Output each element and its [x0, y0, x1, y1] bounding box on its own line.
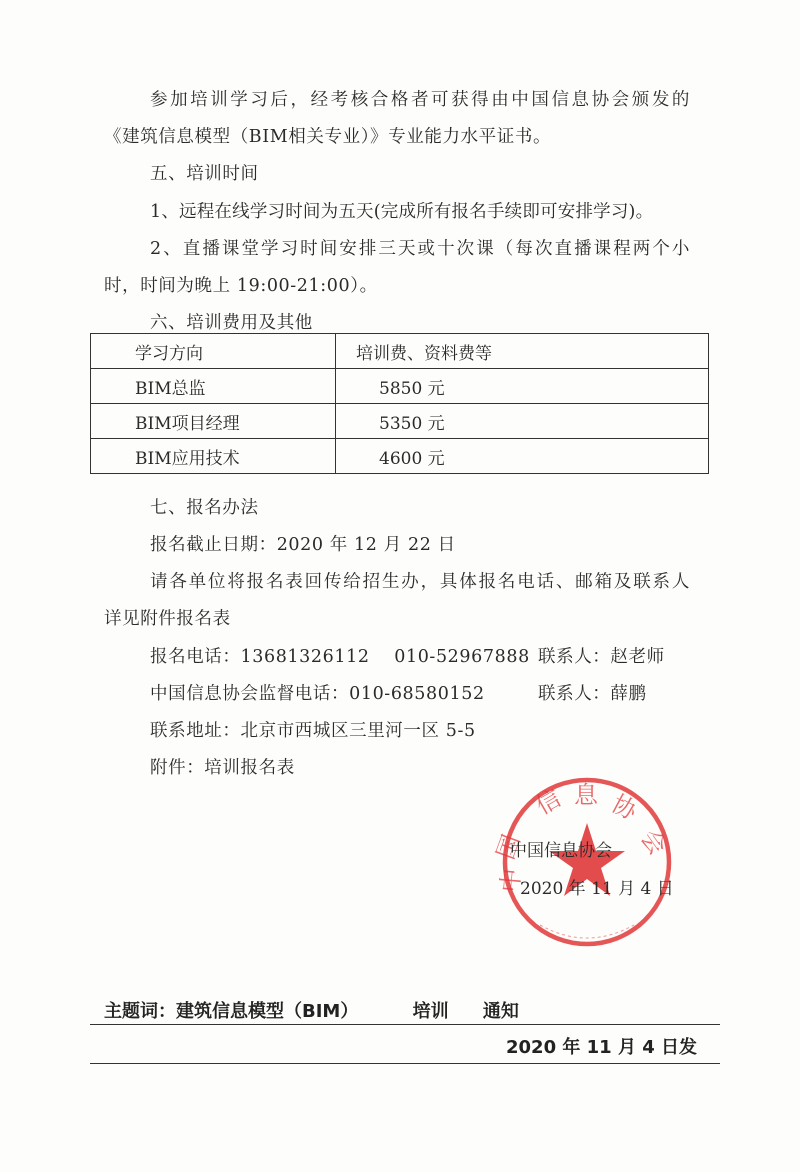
signature-org: 中国信息协会 [510, 841, 612, 861]
svg-text:息: 息 [574, 781, 598, 809]
supervise-phone-text: 中国信息协会监督电话：010-68580152 [150, 684, 485, 704]
signature-date: 2020 年 11 月 4 日 [520, 879, 674, 899]
table-cell: BIM项目经理 [91, 404, 336, 439]
paragraph-line: 时，时间为晚上 19:00-21:00）。 [104, 276, 378, 296]
paragraph-line: 2、直播课堂学习时间安排三天或十次课（每次直播课程两个小 [150, 239, 690, 259]
section-heading: 六、培训费用及其他 [150, 313, 313, 333]
svg-text:国: 国 [491, 830, 526, 864]
attachment-text: 附件：培训报名表 [150, 758, 295, 778]
table-row [91, 369, 709, 404]
address-text: 联系地址：北京市西城区三里河一区 5-5 [150, 721, 476, 741]
divider [90, 1063, 720, 1064]
official-seal [491, 775, 674, 949]
contact-text: 联系人：赵老师 [538, 647, 665, 667]
table-cell: 5350 元 [336, 404, 709, 439]
paragraph-line: 请各单位将报名表回传给招生办，具体报名电话、邮箱及联系人 [150, 572, 690, 592]
issue-date: 2020 年 11 月 4 日发 [506, 1037, 698, 1058]
section-heading: 五、培训时间 [150, 164, 259, 184]
svg-text:会: 会 [635, 824, 672, 861]
svg-text:协: 协 [607, 789, 642, 826]
table-header-cell: 培训费、资料费等 [336, 334, 709, 369]
fee-table [90, 333, 709, 474]
svg-text:中: 中 [496, 867, 527, 894]
table-cell: BIM应用技术 [91, 439, 336, 474]
paragraph-line: 详见附件报名表 [104, 609, 231, 629]
table-header-row [91, 334, 709, 369]
table-row [91, 404, 709, 439]
section-heading: 七、报名办法 [150, 498, 259, 518]
keywords-label: 主题词：建筑信息模型（BIM） [104, 1001, 359, 1022]
paragraph-line: 参加培训学习后，经考核合格者可获得由中国信息协会颁发的 [150, 90, 690, 110]
deadline-text: 报名截止日期：2020 年 12 月 22 日 [150, 535, 456, 555]
phone-text: 报名电话：13681326112 010-52967888 [150, 647, 530, 667]
keyword: 通知 [482, 1001, 519, 1022]
keywords-line [104, 997, 519, 1023]
table-header-cell: 学习方向 [91, 334, 336, 369]
table-cell: 4600 元 [336, 439, 709, 474]
paragraph-line: 《建筑信息模型（BIM相关专业）》专业能力水平证书。 [104, 127, 552, 147]
paragraph-line: 1、远程在线学习时间为五天(完成所有报名手续即可安排学习)。 [150, 202, 654, 222]
table-cell: 5850 元 [336, 369, 709, 404]
svg-text:信: 信 [531, 783, 566, 821]
table-row [91, 439, 709, 474]
contact-text: 联系人：薛鹏 [538, 684, 647, 704]
table-cell: BIM总监 [91, 369, 336, 404]
divider [90, 1024, 720, 1025]
keyword: 培训 [412, 1001, 449, 1022]
